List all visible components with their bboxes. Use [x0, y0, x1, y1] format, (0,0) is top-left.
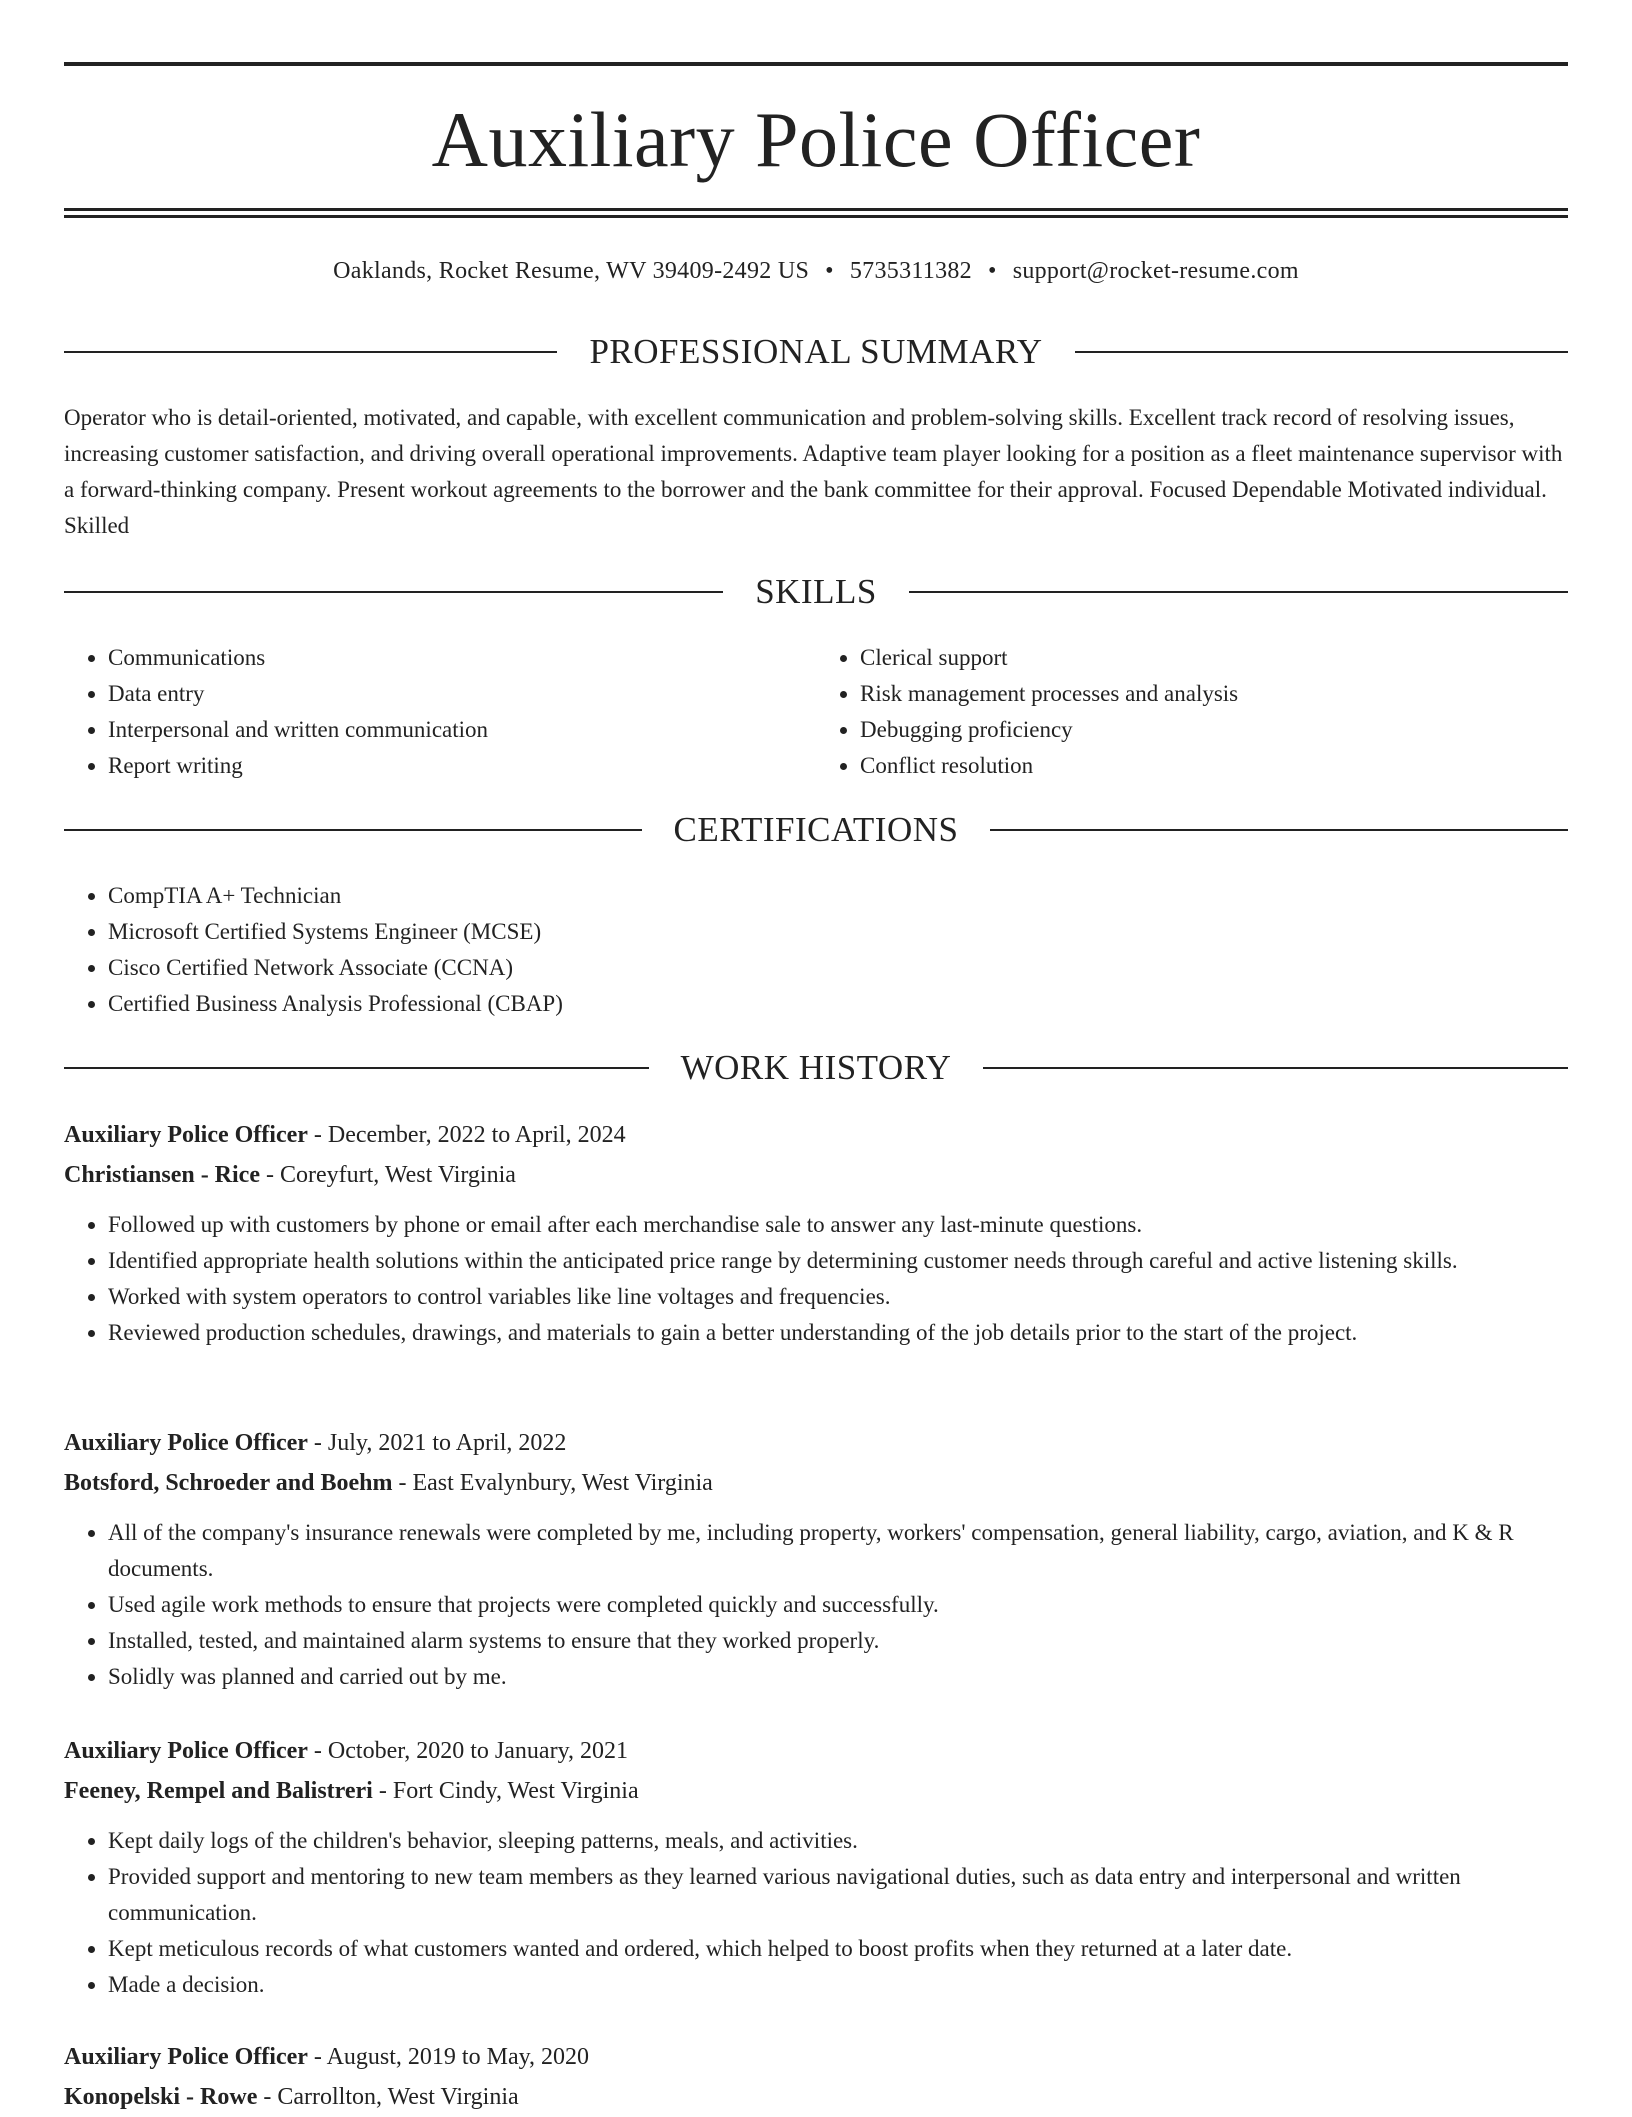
contact-email: support@rocket-resume.com: [1012, 258, 1299, 284]
job-bullet: • Kept meticulous records of what customers wanted and ordered, which helped to boost profits when they returned at a later date.: [108, 1931, 1568, 1967]
skill-item: • Report writing: [108, 748, 816, 784]
heading-rule: [1075, 351, 1568, 353]
job-bullet: • Provided support and mentoring to new team members as they learned various navigational duties, such as data entry and interpersonal and written communication.: [108, 1859, 1568, 1931]
job-company-line: [64, 1155, 1568, 1195]
job-bullet: • Reviewed production schedules, drawings, and materials to gain a better understanding of the job details prior to the start of the project.: [108, 1315, 1568, 1351]
skill-item: • Communications: [108, 640, 816, 676]
job-dash: -: [307, 1738, 328, 1764]
top-rule: [64, 62, 1568, 66]
job-title: Auxiliary Police Officer: [64, 2044, 308, 2070]
job-company-line: [64, 1463, 1568, 1503]
job-title-line: [64, 1115, 1568, 1155]
job-company: Feeney, Rempel and Balistreri: [64, 1778, 373, 1804]
job-company-line: [64, 1771, 1568, 1811]
job-dates: July, 2021 to April, 2022: [327, 1430, 567, 1456]
job-dash: -: [307, 1122, 328, 1148]
heading-rule: [990, 829, 1568, 831]
job-dash: -: [259, 1162, 280, 1188]
summary-text: Operator who is detail-oriented, motivated, and capable, with excellent communication and problem-solving skills. Excellent track record of resolving issues, increasing customer satisfaction, and driving overall operational improvements. Adaptive team player looking for a position as a fleet maintenance supervisor with a forward-thinking company. Present workout agreements to the borrower and the bank committee for their approval. Focused Dependable Motivated individual. Skilled: [64, 405, 1563, 538]
job-bullet: • Kept daily logs of the children's behavior, sleeping patterns, meals, and activities.: [108, 1823, 1568, 1859]
job-dash: -: [372, 1778, 393, 1804]
heading-rule: [64, 829, 642, 831]
job-bullet: • Used agile work methods to ensure that projects were completed quickly and successfully.: [108, 1587, 1568, 1623]
name-double-rule: [64, 208, 1568, 218]
job-bullet: • Made a decision.: [108, 1967, 1568, 2003]
skills-column-right: [816, 640, 1568, 784]
job-title: Auxiliary Police Officer: [64, 1122, 308, 1148]
job-bullet: • Installed, tested, and maintained alarm systems to ensure that they worked properly.: [108, 1623, 1568, 1659]
job-company: Christiansen - Rice: [64, 1162, 260, 1188]
heading-rule: [64, 591, 723, 593]
job-bullet: • Solidly was planned and carried out by me.: [108, 1659, 1568, 1695]
certification-item: • Certified Business Analysis Professional (CBAP): [108, 986, 1568, 1022]
job-dates: August, 2019 to May, 2020: [326, 2044, 590, 2070]
section-title: PROFESSIONAL SUMMARY: [589, 332, 1043, 371]
heading-rule: [909, 591, 1568, 593]
certification-item: • Microsoft Certified Systems Engineer (MCSE): [108, 914, 1568, 950]
skill-item: • Clerical support: [860, 640, 1568, 676]
skill-item: • Conflict resolution: [860, 748, 1568, 784]
job-entry: [64, 1731, 1568, 2003]
skill-item: • Interpersonal and written communication: [108, 712, 816, 748]
certification-item: • Cisco Certified Network Associate (CCNA): [108, 950, 1568, 986]
job-bullets: [64, 1515, 1568, 1695]
skills-list: [64, 640, 1568, 784]
section-heading-skills: [64, 570, 1568, 614]
section-heading-work-history: [64, 1046, 1568, 1090]
job-dash: -: [392, 1470, 413, 1496]
job-dates: December, 2022 to April, 2024: [327, 1122, 626, 1148]
skill-item: • Risk management processes and analysis: [860, 676, 1568, 712]
job-title-line: [64, 1731, 1568, 1771]
resume-name: Auxiliary Police Officer: [431, 96, 1201, 183]
section-title: SKILLS: [755, 572, 877, 611]
job-location: Carrollton, West Virginia: [277, 2084, 519, 2110]
section-heading-certifications: [64, 808, 1568, 852]
skill-item: • Data entry: [108, 676, 816, 712]
contact-separator: •: [825, 258, 834, 284]
job-dates: October, 2020 to January, 2021: [327, 1738, 629, 1764]
job-bullets: [64, 1207, 1568, 1351]
job-location: Fort Cindy, West Virginia: [392, 1778, 639, 1804]
job-bullet: • All of the company's insurance renewals were completed by me, including property, workers' compensation, general liability, cargo, aviation, and K & R documents.: [108, 1515, 1568, 1587]
job-bullet: • Followed up with customers by phone or email after each merchandise sale to answer any last-minute questions.: [108, 1207, 1568, 1243]
section-title: WORK HISTORY: [680, 1048, 952, 1087]
certification-item: • CompTIA A+ Technician: [108, 878, 1568, 914]
heading-rule: [64, 351, 557, 353]
job-company-line: [64, 2077, 1568, 2117]
job-entry: [64, 1115, 1568, 1351]
job-bullets: [64, 1823, 1568, 2003]
job-company: Konopelski - Rowe: [64, 2084, 258, 2110]
contact-address: Oaklands, Rocket Resume, WV 39409-2492 US: [333, 258, 810, 284]
section-title: CERTIFICATIONS: [673, 810, 959, 849]
heading-rule: [983, 1067, 1568, 1069]
job-entry: [64, 2037, 1568, 2117]
job-location: East Evalynbury, West Virginia: [412, 1470, 713, 1496]
contact-phone: 5735311382: [849, 258, 972, 284]
contact-separator: •: [987, 258, 997, 284]
job-bullet: • Worked with system operators to control variables like line voltages and frequencies.: [108, 1279, 1568, 1315]
job-location: Coreyfurt, West Virginia: [279, 1162, 516, 1188]
job-title-line: [64, 1423, 1568, 1463]
certifications-list: [64, 878, 1568, 1022]
contact-line: [64, 254, 1568, 288]
section-heading-summary: [64, 330, 1568, 374]
job-dash: -: [307, 1430, 328, 1456]
job-dash: -: [257, 2084, 278, 2110]
job-title: Auxiliary Police Officer: [64, 1738, 308, 1764]
job-title-line: [64, 2037, 1568, 2077]
job-dash: -: [307, 2044, 327, 2070]
job-bullet: • Identified appropriate health solutions within the anticipated price range by determining customer needs through careful and active listening skills.: [108, 1243, 1568, 1279]
skill-item: • Debugging proficiency: [860, 712, 1568, 748]
skills-column-left: [64, 640, 816, 784]
heading-rule: [64, 1067, 649, 1069]
job-company: Botsford, Schroeder and Boehm: [64, 1470, 393, 1496]
job-title: Auxiliary Police Officer: [64, 1430, 308, 1456]
job-entry: [64, 1423, 1568, 1695]
